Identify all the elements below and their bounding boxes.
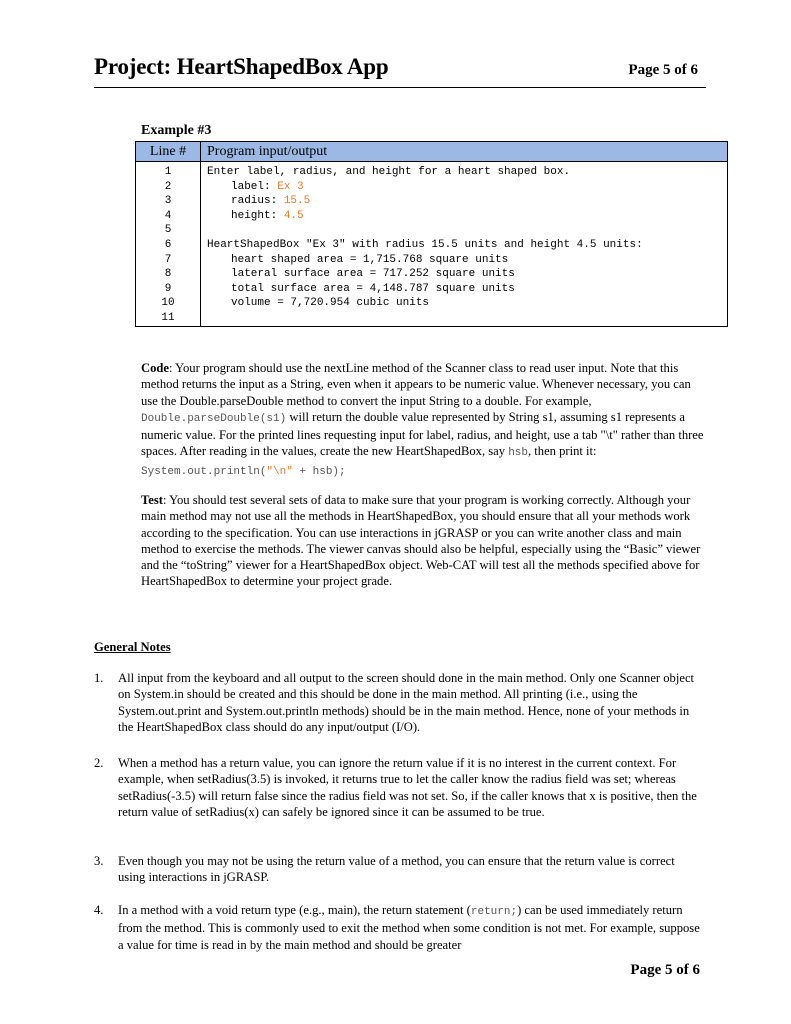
document-title: Project: HeartShapedBox App xyxy=(94,54,389,79)
line-number: 2 xyxy=(164,180,172,193)
output-line: HeartShapedBox "Ex 3" with radius 15.5 units and height 4.5 units: xyxy=(207,238,643,251)
input-label-value: Ex 3 xyxy=(277,180,304,193)
note-text xyxy=(118,902,700,953)
column-header-io: Program input/output xyxy=(201,142,728,162)
line-number: 6 xyxy=(164,238,172,251)
output-line xyxy=(207,180,727,195)
input-radius-value: 15.5 xyxy=(283,195,311,208)
output-line: volume = 7,720.954 cubic units xyxy=(231,297,430,310)
code-snippet-parsedouble: Double.parseDouble(s1) xyxy=(141,412,287,425)
note-4-text-a: In a method with a void return type (e.g., main), the return statement ( xyxy=(118,903,471,917)
line-number: 7 xyxy=(164,253,172,266)
line-number: 5 xyxy=(164,224,172,237)
code-snippet-hsb: hsb xyxy=(508,447,528,460)
example-title: Example #3 xyxy=(141,123,212,138)
note-number: 4. xyxy=(94,903,104,917)
note-4 xyxy=(94,902,706,953)
line-number: 11 xyxy=(161,311,175,324)
line-numbers xyxy=(136,162,201,327)
note-4-text-b: ) can be used immediately return from the method. This is commonly used to exit the method when some condition is not met. For example, suppose a value for time is read in by the main method and should be greater xyxy=(118,903,700,952)
line-number: 8 xyxy=(164,268,172,281)
prompt-height: height: xyxy=(231,209,284,222)
test-label: Test xyxy=(141,493,163,507)
output-line xyxy=(207,311,727,326)
output-line: lateral surface area = 717.252 square units xyxy=(231,268,515,281)
header-page-number: Page 5 of 6 xyxy=(628,62,698,78)
note-number: 2. xyxy=(94,756,104,770)
note-2 xyxy=(94,755,706,820)
table-body-row xyxy=(136,162,728,327)
note-text: Even though you may not be using the return value of a method, you can ensure that the return value is correct using interactions in jGRASP. xyxy=(118,854,675,885)
general-notes-heading: General Notes xyxy=(94,640,171,654)
footer-page-number: Page 5 of 6 xyxy=(630,962,700,978)
line-number: 9 xyxy=(164,282,172,295)
line-number: 1 xyxy=(164,166,172,178)
test-text: : You should test several sets of data to make sure that your program is working correctly. Although your main method may not use all the methods in HeartShapedBox, you should ensure that all your methods work according to the specification. You can use interactions in jGRASP or you can write another class and main method to exercise the methods. The viewer canvas should also be helpful, especially using the “Basic” viewer and the “toString” viewer for a HeartShapedBox object. Web-CAT will test all the methods specified above for HeartShapedBox to determine your project grade. xyxy=(141,493,701,589)
output-line xyxy=(207,209,727,224)
prompt-label: label: xyxy=(231,180,278,193)
note-1 xyxy=(94,670,706,735)
input-height-value: 4.5 xyxy=(283,209,304,222)
code-snippet-return: return; xyxy=(470,906,518,918)
output-line: Enter label, radius, and height for a heart shaped box. xyxy=(207,166,571,178)
code-paragraph xyxy=(141,360,706,480)
note-number: 3. xyxy=(94,854,104,868)
println-call: System.out.println( xyxy=(141,465,267,478)
code-snippet-println xyxy=(141,466,346,478)
page-header xyxy=(94,54,706,88)
note-number: 1. xyxy=(94,671,104,685)
line-number: 4 xyxy=(164,209,172,222)
note-3 xyxy=(94,853,706,886)
println-string: "\n" xyxy=(266,465,293,478)
println-rest: + hsb); xyxy=(292,465,346,478)
table-header-row xyxy=(136,142,728,162)
example-table xyxy=(135,141,728,327)
output-line xyxy=(207,194,727,209)
line-number: 10 xyxy=(161,297,175,310)
program-output xyxy=(201,162,728,327)
output-line xyxy=(207,223,727,238)
output-line: heart shaped area = 1,715.768 square units xyxy=(231,253,509,266)
prompt-radius: radius: xyxy=(231,195,284,208)
note-text: All input from the keyboard and all output to the screen should done in the main method. Only one Scanner object on System.in should be created and this should be done in the main method. All printing (i.e., using the System.out.print and System.out.println methods) should be in the main method. Hence, none of your methods in the HeartShapedBox class should do any input/output (I/O). xyxy=(118,671,695,734)
code-text-2: will return the double value represented by String s1, assuming s1 represents a numeric value. For the printed lines requesting input for label, radius, and height, use a tab "\t" rather than three spaces. After reading in the values, create the new HeartShapedBox, say xyxy=(141,409,704,459)
code-text-1: : Your program should use the nextLine method of the Scanner class to read user input. Note that this method returns the input as a String, even when it appears to be numeric value. Whenever necessary, you can use the Double.parseDouble method to convert the input String to a double. For example, xyxy=(141,361,691,408)
code-text-3: , then print it: xyxy=(528,444,597,459)
code-label: Code xyxy=(141,361,169,375)
output-line: total surface area = 4,148.787 square units xyxy=(231,282,515,295)
column-header-line: Line # xyxy=(136,142,201,162)
test-paragraph xyxy=(141,492,706,590)
line-number: 3 xyxy=(164,195,172,208)
note-text: When a method has a return value, you can ignore the return value if it is no interest in the current context. For example, when setRadius(3.5) is invoked, it returns true to let the caller know the radius field was set; whereas setRadius(-3.5) will return false since the radius field was not set. So, if the caller knows that x is positive, then the return value of setRadius(x) can safely be ignored since it can be assumed to be true. xyxy=(118,756,697,819)
